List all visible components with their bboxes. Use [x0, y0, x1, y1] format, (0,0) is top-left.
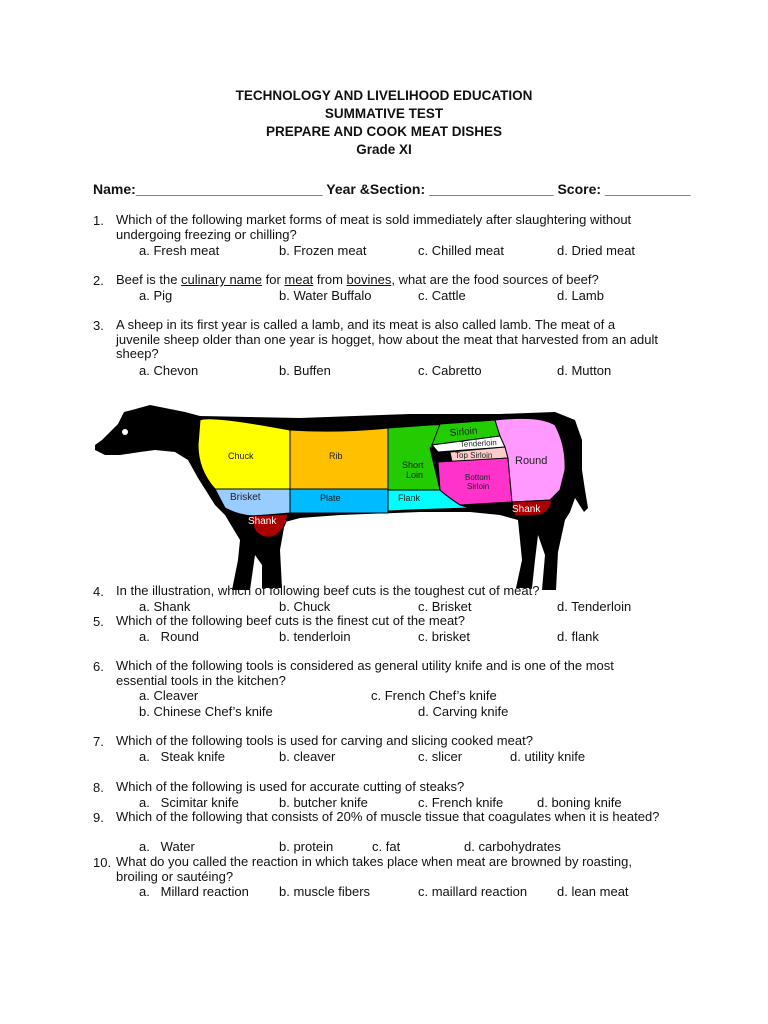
- question-number: 3.: [93, 318, 104, 333]
- option-a: a. Round: [139, 629, 199, 644]
- option-c: c. Cattle: [418, 288, 466, 303]
- top-sirloin-label: Top Sirloin: [455, 451, 493, 460]
- option-c: c. Brisket: [418, 599, 472, 614]
- front-shank-label: Shank: [248, 516, 277, 527]
- question-number: 2.: [93, 273, 104, 288]
- option-a: a. Steak knife: [139, 749, 225, 764]
- option-c: c. maillard reaction: [418, 884, 528, 899]
- bottom-sirloin-label-1: Bottom: [465, 473, 491, 482]
- option-b: b. muscle fibers: [279, 884, 371, 899]
- question-number: 9.: [93, 810, 104, 825]
- question-number: 7.: [93, 734, 104, 749]
- question-text: Which of the following beef cuts is the finest cut of the meat?: [116, 613, 466, 628]
- bottom-sirloin-label-2: Sirloin: [467, 482, 490, 491]
- question-number: 8.: [93, 780, 104, 795]
- option-b: b. protein: [279, 839, 334, 854]
- rib-label: Rib: [329, 451, 343, 461]
- student-info-line: Name:________________________ Year &Section: ________________ Score: ___________: [93, 181, 691, 197]
- chuck-label: Chuck: [228, 451, 254, 461]
- option-b: b. Chuck: [279, 599, 331, 614]
- option-d: d. flank: [557, 629, 599, 644]
- option-d: d. Mutton: [557, 363, 612, 378]
- text-segment: from: [313, 272, 347, 287]
- option-a: a. Water: [139, 839, 195, 854]
- option-d: d. Dried meat: [557, 243, 636, 258]
- question-text: A sheep in its first year is called a lamb, and its meat is also called lamb. The meat of a juvenile sheep older than one year is hogget, how about the meat that harvested from an adult sheep?: [116, 317, 659, 361]
- plate-label: Plate: [320, 493, 341, 503]
- option-c: c. slicer: [418, 749, 463, 764]
- question-number: 5.: [93, 614, 104, 629]
- brisket-label: Brisket: [230, 492, 261, 503]
- option-d: d. carbohydrates: [464, 839, 561, 854]
- option-d: d. lean meat: [557, 884, 629, 899]
- question-text: Which of the following that consists of 20% of muscle tissue that coagulates when it is heated?: [116, 809, 660, 824]
- option-b: b. Frozen meat: [279, 243, 367, 258]
- option-b: b. Chinese Chef’s knife: [139, 704, 273, 719]
- option-b: b. Water Buffalo: [279, 288, 372, 303]
- short-loin-label-2: Loin: [406, 470, 424, 480]
- question-number: 10.: [93, 855, 112, 870]
- option-a: a. Millard reaction: [139, 884, 249, 899]
- meat-link: meat: [284, 272, 314, 287]
- option-d: d. utility knife: [510, 749, 586, 764]
- option-a: a. Cleaver: [139, 688, 199, 703]
- flank-label: Flank: [398, 493, 421, 503]
- option-d: d. boning knife: [537, 795, 622, 810]
- option-c: c. brisket: [418, 629, 471, 644]
- option-a: a. Chevon: [139, 363, 199, 378]
- sirloin-label: Sirloin: [449, 425, 478, 439]
- option-d: d. Carving knife: [418, 704, 509, 719]
- culinary-name-link: culinary name: [181, 272, 262, 287]
- option-a: a. Shank: [139, 599, 191, 614]
- question-number: 6.: [93, 659, 104, 674]
- question-text: In the illustration, which of following beef cuts is the toughest cut of meat?: [116, 583, 540, 598]
- option-b: b. cleaver: [279, 749, 336, 764]
- test-subject-title: TECHNOLOGY AND LIVELIHOOD EDUCATION: [235, 88, 533, 103]
- option-b: b. tenderloin: [279, 629, 351, 644]
- tenderloin-label: Tenderloin: [459, 438, 497, 449]
- option-b: b. Buffen: [279, 363, 331, 378]
- option-b: b. butcher knife: [279, 795, 368, 810]
- short-loin-label-1: Short: [402, 460, 424, 470]
- question-text: Which of the following tools is used for carving and slicing cooked meat?: [116, 733, 533, 748]
- option-a: a. Pig: [139, 288, 173, 303]
- test-topic-title: PREPARE AND COOK MEAT DISHES: [265, 124, 503, 139]
- option-c: c. French knife: [418, 795, 504, 810]
- option-c: c. French Chef’s knife: [371, 688, 497, 703]
- option-d: d. Lamb: [557, 288, 604, 303]
- text-segment: Beef is the: [116, 272, 182, 287]
- question-text: Which of the following is used for accurate cutting of steaks?: [116, 779, 465, 794]
- option-c: c. fat: [372, 839, 401, 854]
- bovines-link: bovines: [346, 272, 392, 287]
- option-a: a. Scimitar knife: [139, 795, 239, 810]
- option-c: c. Chilled meat: [418, 243, 504, 258]
- round-label: Round: [515, 455, 548, 467]
- question-number: 1.: [93, 213, 104, 228]
- grade-level: Grade XI: [356, 142, 412, 157]
- question-number: 4.: [93, 584, 104, 599]
- test-type-title: SUMMATIVE TEST: [324, 106, 444, 121]
- question-text: Which of the following market forms of meat is sold immediately after slaughtering without undergoing freezing or chilling?: [116, 212, 632, 242]
- text-segment: , what are the food sources of beef?: [391, 272, 599, 287]
- rear-shank-label: Shank: [512, 504, 541, 515]
- option-d: d. Tenderloin: [557, 599, 632, 614]
- text-segment: for: [261, 272, 285, 287]
- option-a: a. Fresh meat: [139, 243, 220, 258]
- option-c: c. Cabretto: [418, 363, 482, 378]
- question-text: What do you called the reaction in which takes place when meat are browned by roasting, broiling or sautéing?: [116, 854, 632, 884]
- question-text: Which of the following tools is considered as general utility knife and is one of the most essential tools in the kitchen?: [116, 658, 614, 688]
